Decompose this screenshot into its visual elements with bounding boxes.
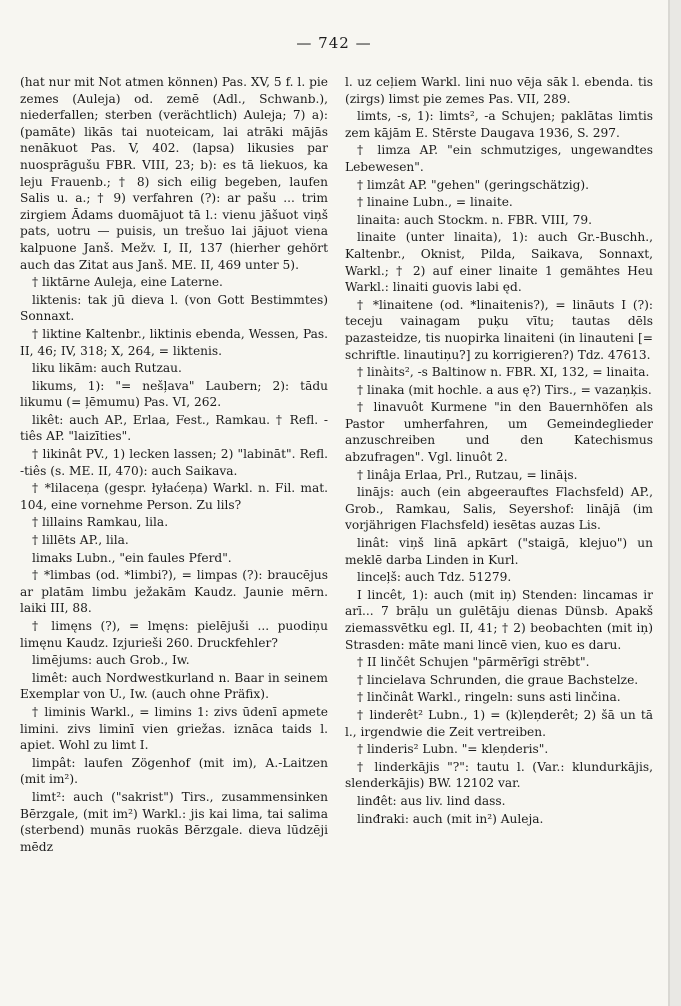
entry-liminis: † liminis Warkl., = limins 1: zivs ūdenī apmete limini. zivs liminī vien griežas. iznāca taids l. apiet. Wohl zu limt I. (20, 704, 328, 753)
entry-linaja: † linâja Erlaa, Prl., Rutzau, = lināįs. (357, 467, 578, 482)
entry-continuation: l. uz ceļiem Warkl. lini nuo vēja sāk l. ebenda. tis (zirgs) limst pie zemes Pas. VII, 289. (345, 75, 653, 106)
entry-lincielava: † lincielava Schrunden, die graue Bachstelze. (357, 672, 639, 687)
entry-liktarne: † liktārne Auleja, eine Laterne. (32, 275, 223, 290)
entry-limejums: limējums: auch Grob., Iw. (32, 653, 190, 668)
entry-lincet-1: I lincêt, 1): auch (mit iņ) Stenden: lincamas ir arī... 7 brāļu un gulētāju dienas Dünsb. Apakš ziemassvētku egl. II, 41; † 2) beobachten (mit iņ) Strasden: māte mani lincē vien, kuo es daru. (345, 587, 653, 652)
entry-lindraki: linđraki: auch (mit in²) Auleja. (357, 811, 544, 826)
entry-linaka: † linaka (mit hochle. a aus ę?) Tirs., = vazaņķis. (357, 382, 652, 397)
entry-lincet-2: † II linčêt Schujen "pārmērīgi strēbt". (357, 655, 590, 670)
entry-linderkajis: † linderkājis "?": tautu l. (Var.: klundurkājis, slenderkājis) BW. 12102 var. (345, 759, 653, 791)
entry-liktenis: liktenis: tak jū dieva l. (von Gott Bestimmtes) Sonnaxt. (20, 292, 328, 324)
entry-linaits: † linàits², -s Baltinow n. FBR. XI, 132, = linaita. (357, 365, 650, 380)
page-number: — 742 — (296, 34, 372, 52)
entry-lincels: linceļš: auch Tdz. 51279. (357, 570, 512, 585)
entry-limts: limts, -s, 1): limts², -a Schujen; paklātas limtis zem kājām E. Stērste Daugava 1936, S. 297. (345, 109, 653, 140)
entry-liket: likêt: auch AP., Erlaa, Fest., Ramkau. † Refl. -tiês AP. "laizīties". (20, 412, 328, 444)
left-column (20, 74, 328, 855)
entry-linaite: linaite (unter linaita), 1): auch Gr.-Buschh., Kaltenbr., Oknist, Pilda, Saikava, Sonnaxt, Warkl.; † 2) auf einer linaite 1 gemähtes Heu Warkl.: linaiti guovis labi ęd. (345, 230, 653, 295)
entry-liktine: † liktine Kaltenbr., liktinis ebenda, Wessen, Pas. II, 46; IV, 318; X, 264, = liktenis. (20, 326, 328, 358)
entry-linaita: linaita: auch Stockm. n. FBR. VIII, 79. (357, 212, 593, 227)
entry-lincinat: † linčinât Warkl., ringeln: suns asti linčina. (357, 690, 621, 705)
entry-linaitene: † *linaitene (od. *linaitenis?), = lināuts I (?): teceju vainagam puķu vītu; tautas dēls pazasteidze, tis nuopirka linaiteni (in linauteni [= schriftle. linautiņu?] zu korrigieren?) Tdz. 47613. (345, 297, 653, 362)
entry-linderet: † linderêt² Lubn., 1) = (k)leņderêt; 2) šā un tā l., irgendwie die Zeit vertreiben. (345, 707, 653, 739)
entry-linavuot: † linavuôt Kurmene "in den Bauernhöfen als Pastor umherfahren, um Gemeindeglieder anzuschreiben und den Katechismus abzufragen". Vgl. linuôt 2. (345, 400, 653, 465)
entry-lindet: linđêt: aus liv. lind dass. (357, 793, 506, 808)
entry-limbas: † *limbas (od. *limbi?), = limpas (?): braucējus ar platām limbu ježakām Kaudz. Jaunie mērn. laiki III, 88. (20, 568, 328, 616)
entry-lillets: † lillēts AP., lila. (32, 533, 129, 548)
entry-liku-likam: liku likām: auch Rutzau. (32, 361, 182, 376)
entry-limet: limêt: auch Nordwestkurland n. Baar in seinem Exemplar von U., Iw. (auch ohne Präfix). (20, 670, 328, 702)
entry-linajs: linājs: auch (ein abgeerauftes Flachsfeld) AP., Grob., Ramkau, Salis, Seyershof: linājā (im vorjährigen Flachsfeld) iesētas auzas Lis. (345, 485, 653, 533)
entry-limaks: limaks Lubn., "ein faules Pferd". (32, 550, 232, 565)
entry-limt: limt²: auch ("sakrist") Tirs., zusammensinken Bērzgale, (mit im²) Warkl.: jis kai lima, tai salima (sterbend) munās ruokās Bērzgale. dieva lūdzēji mēdz (20, 789, 328, 854)
entry-likinat: † likinât PV., 1) lecken lassen; 2) "labināt". Refl. -tiês (s. ME. II, 470): auch Saikava. (20, 447, 328, 478)
entry-limpat: limpât: laufen Zögenhof (mit im), A.-Laitzen (mit im²). (20, 755, 328, 787)
entry-likums: likums, 1): "= nešļava" Laubern; 2): tādu likumu (= ļēmumu) Pas. VI, 262. (20, 378, 328, 410)
entry-linaine: † linaine Lubn., = linaite. (357, 195, 513, 210)
entry-limens: † limęns (?), = lmęns: pielējuši ... puodiņu limęnu Kaudz. Izjurieši 260. Druckfehler? (20, 619, 328, 650)
entry-lilacena: † *lilaceņa (gespr. łyłaćeņa) Warkl. n. Fil. mat. 104, eine vornehme Person. Zu lils? (20, 481, 328, 512)
entry-lillains: † lillains Ramkau, lila. (32, 515, 169, 530)
entry-limzat: † limzât AP. "gehen" (geringschätzig). (357, 177, 590, 192)
entry-linat: linât: viņš linā apkārt ("staigā, klejuo") un meklē darba Linden in Kurl. (345, 536, 653, 567)
entry-linderis: † linderis² Lubn. "= kleņderis". (357, 742, 549, 757)
entry-continuation: (hat nur mit Not atmen können) Pas. XV, 5 f. l. pie zemes (Auleja) od. zemē (Adl., Schwanb.), niederfallen; sterben (verächtlich) Auleja; 7) a): (pamāte) likās tai nuoteicam, lai atrāki mājās nenākuot Pas. V, 402. (lapsa) likusies par nuosprāgušu FBR. VIII, 23; b): es tā liekuos, ka leju Frauenb.; † 8) sich eilig begeben, laufen Salis u. a.; † 9) verfahren (?): ar pašu ... trim zirgiem Ādams duomājuot tā l.: vienu jāšuot viņš pats, uotru — puisis, un trešuo lai jājuot viena kalpuone Janš. Mežv. I, II, 137 (hierher gehört auch das Zitat aus Janš. ME. II, 469 unter 5). (20, 75, 328, 272)
entry-limza: † limza AP. "ein schmutziges, ungewandtes Lebewesen". (345, 143, 653, 174)
right-column (345, 74, 653, 827)
